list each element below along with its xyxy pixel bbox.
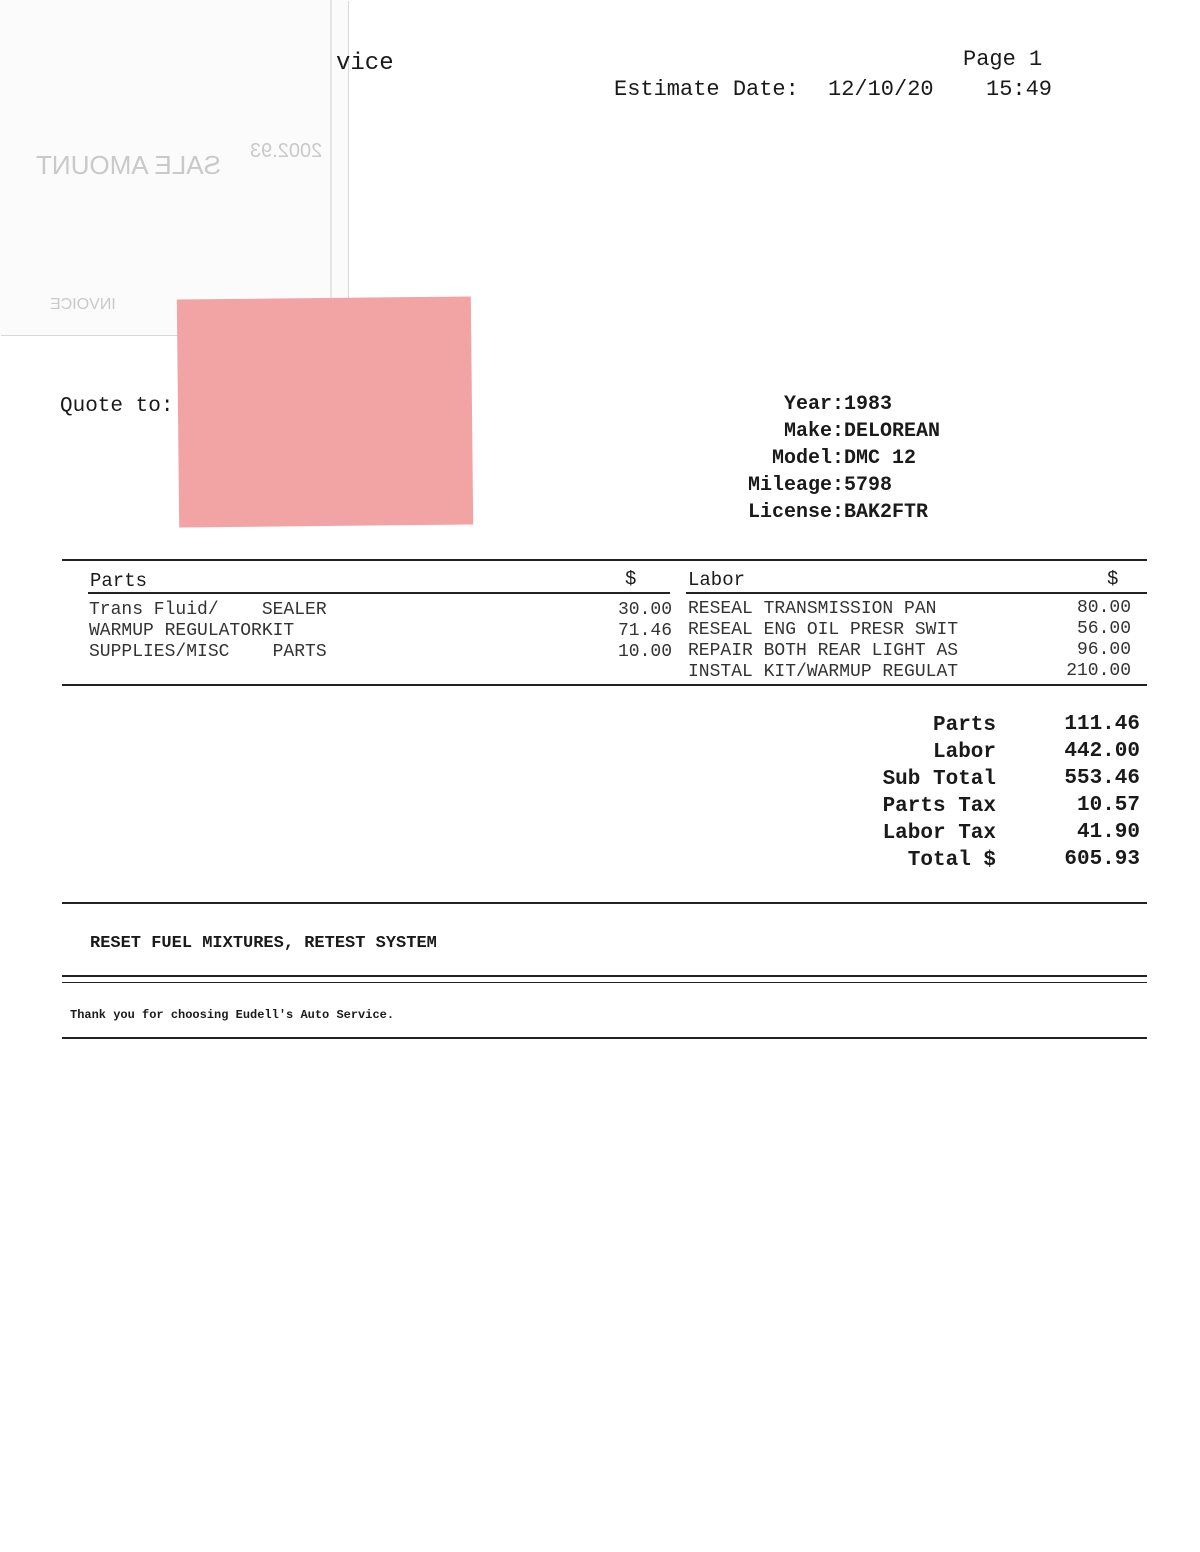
page-number: Page 1 xyxy=(963,47,1043,72)
model-value: DMC 12 xyxy=(844,447,917,470)
labor-dollar-header: $ xyxy=(1107,568,1119,590)
quote-to-label: Quote to: xyxy=(60,395,174,418)
notes-bottom-rule xyxy=(62,975,1147,977)
labor-row-desc: RESEAL TRANSMISSION PAN xyxy=(688,599,937,619)
totals-label: Parts xyxy=(932,714,996,737)
receipt-overlay xyxy=(0,0,348,335)
parts-row-amount: 10.00 xyxy=(617,642,672,662)
estimate-date: 12/10/20 xyxy=(828,77,934,102)
labor-row-desc: INSTAL KIT/WARMUP REGULAT xyxy=(688,662,959,682)
labor-row-desc: REPAIR BOTH REAR LIGHT AS xyxy=(688,641,959,661)
estimate-date-label: Estimate Date: xyxy=(614,77,799,102)
parts-row-desc: Trans Fluid/ SEALER xyxy=(89,600,327,620)
labor-row-amount: 56.00 xyxy=(1076,619,1131,639)
license-value: BAK2FTR xyxy=(844,501,929,524)
mileage-value: 5798 xyxy=(844,474,893,497)
year-label: Year: xyxy=(783,393,844,416)
receipt-edge xyxy=(330,0,332,335)
totals-label: Labor Tax xyxy=(882,822,996,845)
service-notes: RESET FUEL MIXTURES, RETEST SYSTEM xyxy=(90,934,437,953)
labor-row-amount: 210.00 xyxy=(1066,661,1131,681)
year-value: 1983 xyxy=(844,393,893,416)
table-bottom-rule xyxy=(62,684,1147,686)
footer-top-rule xyxy=(62,982,1147,983)
totals-value: 442.00 xyxy=(1064,740,1140,763)
grand-total-value: 605.93 xyxy=(1064,848,1140,871)
totals-label: Parts Tax xyxy=(882,795,996,818)
table-top-rule xyxy=(62,559,1147,561)
grand-total-label: Total $ xyxy=(907,849,996,872)
labor-column-header: Labor xyxy=(688,569,746,591)
notes-top-rule xyxy=(62,902,1147,904)
make-label: Make: xyxy=(783,420,844,443)
labor-row-desc: RESEAL ENG OIL PRESR SWIT xyxy=(688,620,959,640)
mileage-label: Mileage: xyxy=(747,474,844,497)
parts-row-desc: WARMUP REGULATORKIT xyxy=(89,621,295,641)
parts-header-rule xyxy=(88,592,670,594)
license-label: License: xyxy=(747,501,844,524)
make-value: DELOREAN xyxy=(844,420,941,443)
parts-column-header: Parts xyxy=(90,570,148,592)
redaction-sticky-note xyxy=(177,296,473,527)
model-label: Model: xyxy=(771,447,844,470)
parts-row-amount: 71.46 xyxy=(617,621,672,641)
labor-header-rule xyxy=(686,592,1147,594)
receipt-ghost-text: SALE AMOUNT xyxy=(36,150,221,180)
totals-value: 553.46 xyxy=(1064,767,1140,790)
parts-row-amount: 30.00 xyxy=(617,600,672,620)
receipt-ghost-text: INVOICE xyxy=(50,296,116,313)
labor-row-amount: 96.00 xyxy=(1076,640,1131,660)
totals-value: 10.57 xyxy=(1076,794,1140,817)
labor-row-amount: 80.00 xyxy=(1076,598,1131,618)
totals-value: 41.90 xyxy=(1076,821,1140,844)
estimate-time: 15:49 xyxy=(986,77,1053,102)
footer-thank-you: Thank you for choosing Eudell's Auto Service. xyxy=(70,1008,395,1022)
totals-label: Labor xyxy=(932,741,996,764)
receipt-ghost-text: 2002.93 xyxy=(250,140,323,162)
footer-bottom-rule xyxy=(62,1037,1147,1039)
parts-row-desc: SUPPLIES/MISC PARTS xyxy=(89,642,327,662)
totals-value: 111.46 xyxy=(1064,713,1140,736)
totals-label: Sub Total xyxy=(882,768,996,791)
partial-title: vice xyxy=(336,50,394,77)
parts-dollar-header: $ xyxy=(625,568,637,590)
